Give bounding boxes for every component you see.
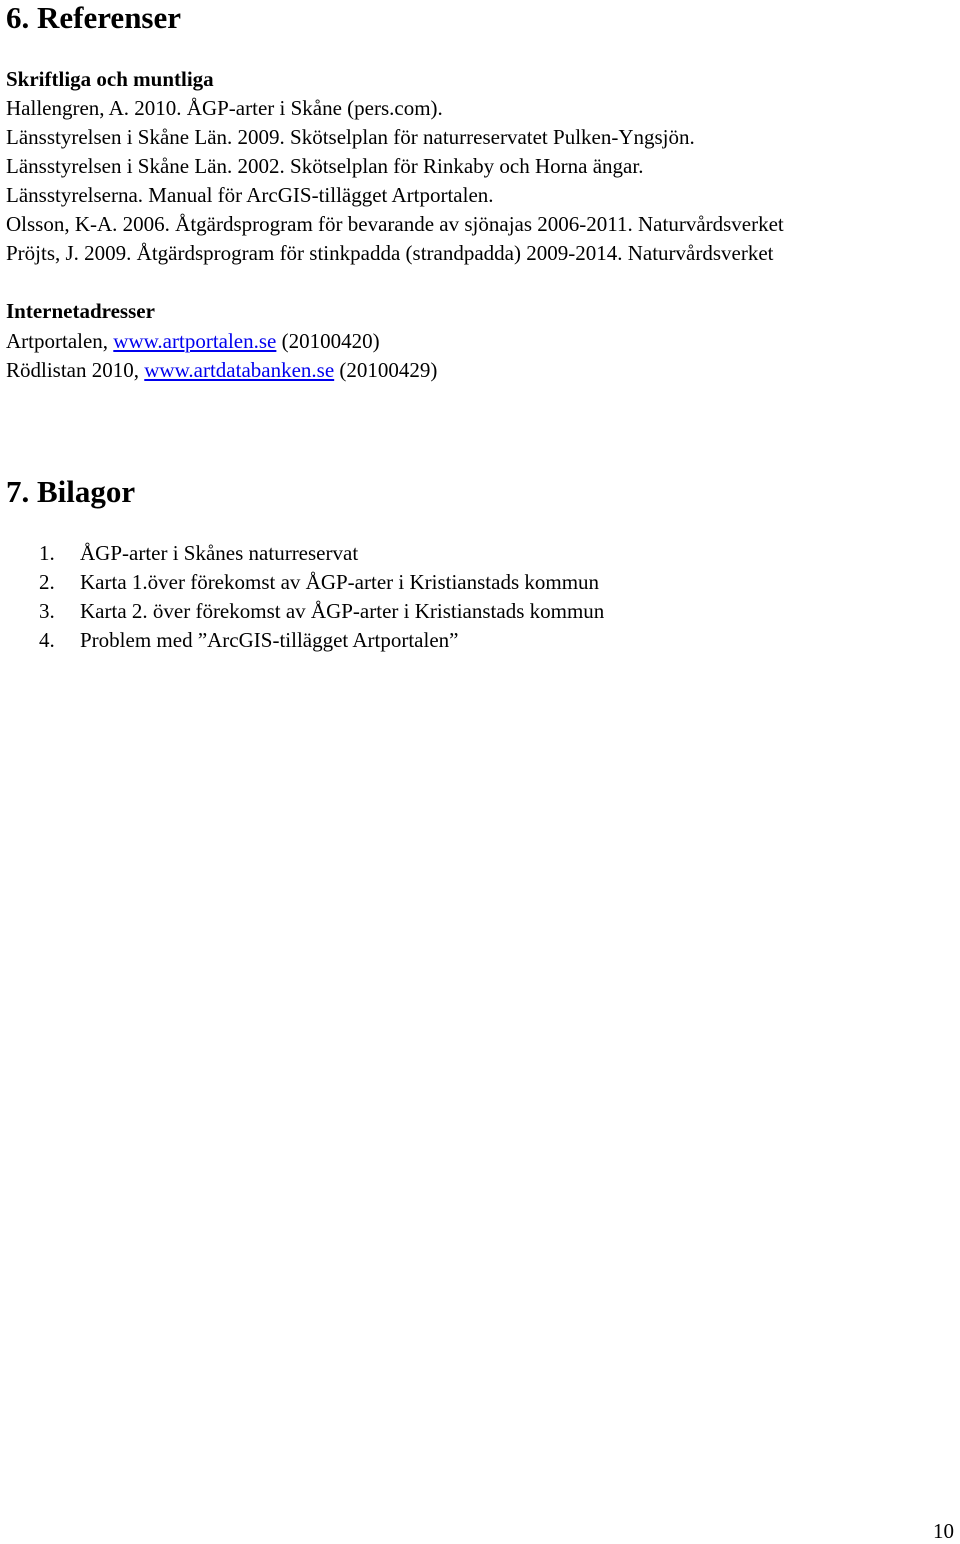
subheading-internet: Internetadresser (6, 299, 155, 323)
appendix-title: Problem med ”ArcGIS-tillägget Artportalen” (80, 628, 459, 652)
internet-reference-item (6, 328, 380, 354)
section-heading-references: 6. Referenser (6, 0, 182, 35)
reference-item: Pröjts, J. 2009. Åtgärdsprogram för stinkpadda (strandpadda) 2009-2014. Naturvårdsverket (6, 241, 774, 265)
reference-item: Länsstyrelserna. Manual för ArcGIS-tillägget Artportalen. (6, 183, 494, 207)
internet-reference-suffix: (20100420) (276, 329, 380, 353)
appendix-title: Karta 1.över förekomst av ÅGP-arter i Kristianstads kommun (80, 570, 600, 594)
appendix-number: 2. (39, 570, 55, 594)
section-heading-appendices: 7. Bilagor (6, 474, 136, 509)
appendix-title: Karta 2. över förekomst av ÅGP-arter i Kristianstads kommun (80, 599, 605, 623)
reference-item: Länsstyrelsen i Skåne Län. 2009. Skötselplan för naturreservatet Pulken-Yngsjön. (6, 125, 695, 149)
appendix-number: 1. (39, 541, 55, 565)
artportalen-link[interactable]: www.artportalen.se (113, 329, 277, 353)
appendix-number: 4. (39, 628, 55, 652)
reference-item: Hallengren, A. 2010. ÅGP-arter i Skåne (pers.com). (6, 96, 443, 120)
reference-item: Länsstyrelsen i Skåne Län. 2002. Skötselplan för Rinkaby och Horna ängar. (6, 154, 644, 178)
appendix-title: ÅGP-arter i Skånes naturreservat (80, 541, 359, 565)
internet-reference-prefix: Artportalen, (6, 329, 114, 353)
page-number: 10 (933, 1519, 954, 1543)
internet-reference-prefix: Rödlistan 2010, (6, 358, 145, 382)
appendix-number: 3. (39, 599, 55, 623)
artdatabanken-link[interactable]: www.artdatabanken.se (144, 358, 335, 382)
internet-reference-item (6, 357, 437, 383)
subheading-written-oral: Skriftliga och muntliga (6, 67, 214, 91)
internet-reference-suffix: (20100429) (334, 358, 438, 382)
reference-item: Olsson, K-A. 2006. Åtgärdsprogram för bevarande av sjönajas 2006-2011. Naturvårdsverket (6, 212, 784, 236)
